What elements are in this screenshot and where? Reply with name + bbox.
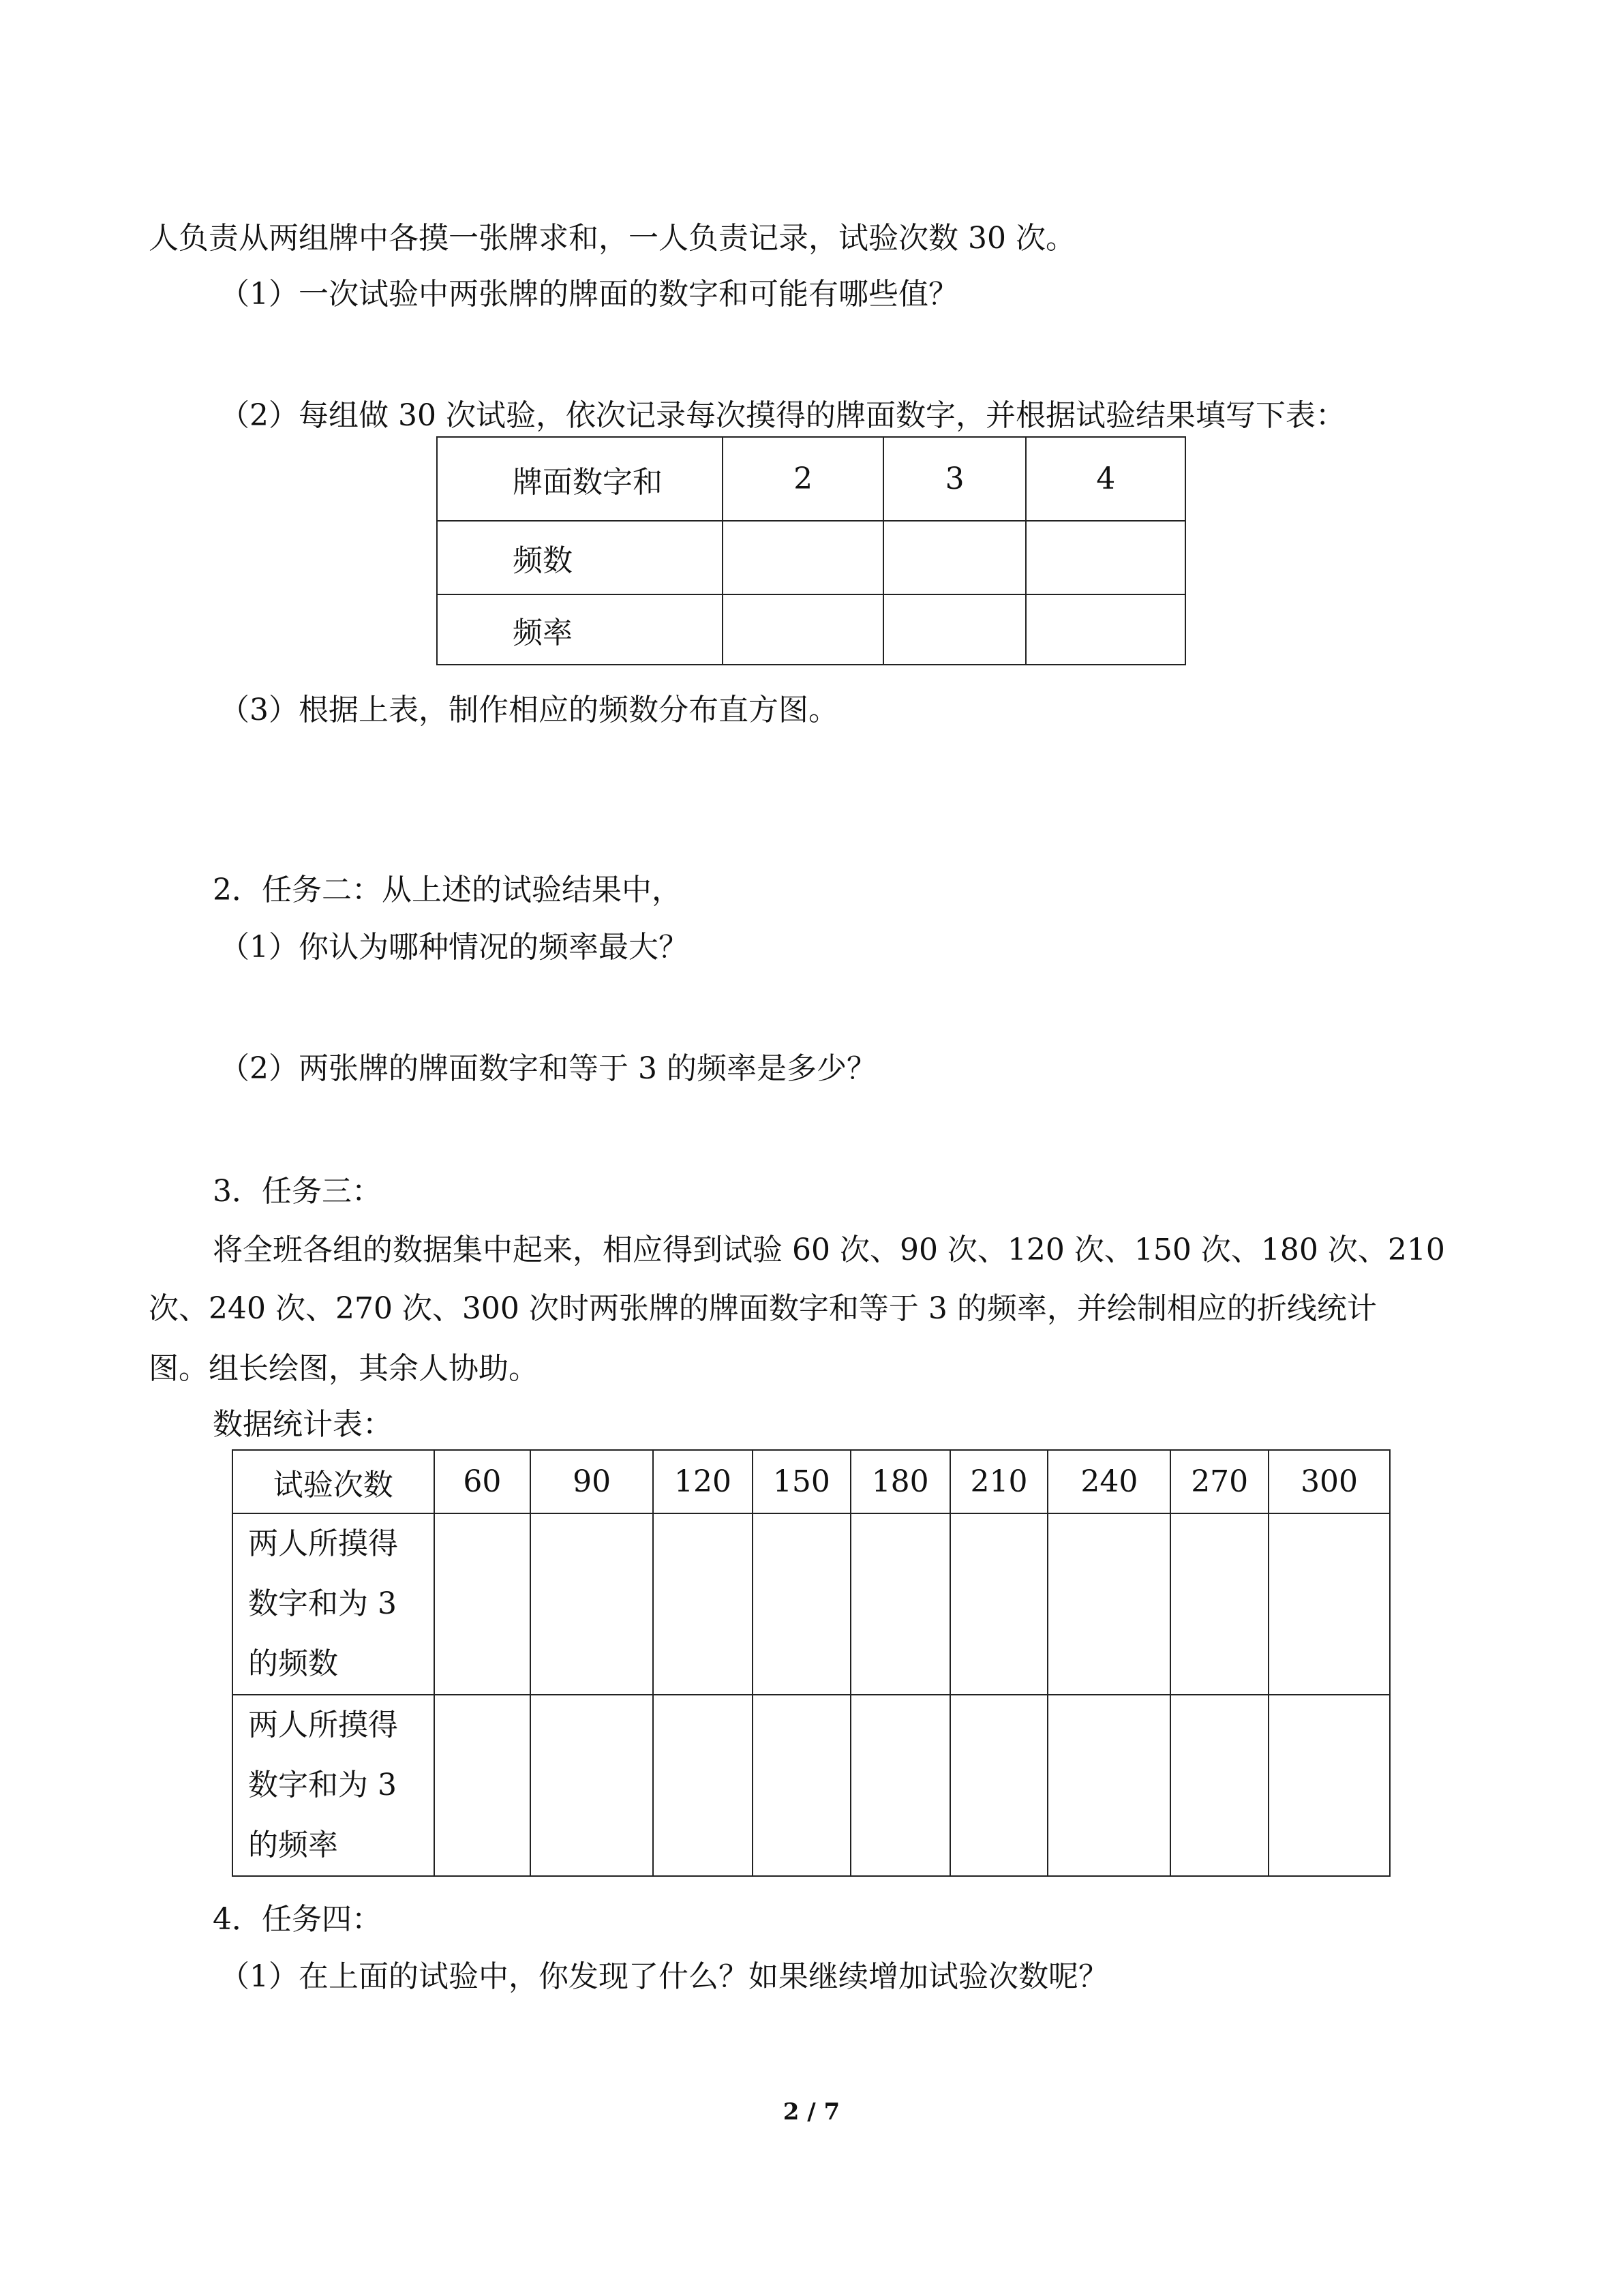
input-cell[interactable] (851, 1513, 950, 1695)
task4-question-1: （1）在上面的试验中，你发现了什么？如果继续增加试验次数呢？ (219, 1959, 1108, 1994)
header-cell-150: 150 (753, 1450, 851, 1513)
input-cell[interactable] (530, 1695, 653, 1876)
header-cell-300: 300 (1269, 1450, 1390, 1513)
input-cell[interactable] (883, 521, 1027, 594)
task1-question-2: （2）每组做 30 次试验，依次记录每次摸得的牌面数字，并根据试验结果填写下表： (219, 398, 1346, 433)
input-cell[interactable] (530, 1513, 653, 1695)
header-cell-240: 240 (1048, 1450, 1170, 1513)
task1-question-3: （3）根据上表，制作相应的频数分布直方图。 (219, 693, 838, 727)
sum-frequency-table (436, 436, 1186, 665)
task3-paragraph-line-1: 将全班各组的数据集中起来，相应得到试验 60 次、90 次、120 次、150 次、180 次、210 (213, 1233, 1445, 1267)
input-cell[interactable] (434, 1513, 531, 1695)
row-label-frequency-count: 频数 (437, 521, 723, 594)
task2-question-1: （1）你认为哪种情况的频率最大？ (219, 930, 688, 965)
header-cell-trials: 试验次数 (232, 1450, 434, 1513)
task2-question-2: （2）两张牌的牌面数字和等于 3 的频率是多少？ (219, 1051, 877, 1086)
input-cell[interactable] (1048, 1695, 1170, 1876)
input-cell[interactable] (1026, 521, 1185, 594)
header-cell-120: 120 (653, 1450, 753, 1513)
row-label-line: 的频数 (248, 1646, 338, 1681)
input-cell[interactable] (723, 521, 883, 594)
header-cell-210: 210 (950, 1450, 1048, 1513)
input-cell[interactable] (1269, 1513, 1390, 1695)
header-cell-90: 90 (530, 1450, 653, 1513)
task4-title: 4．任务四： (213, 1902, 382, 1937)
data-statistics-table (232, 1449, 1391, 1877)
row-label-line: 数字和为 3 (248, 1586, 397, 1621)
row-label-line: 数字和为 3 (248, 1768, 397, 1802)
input-cell[interactable] (1026, 594, 1185, 665)
row-label-line: 两人所摸得 (248, 1708, 398, 1742)
task3-table-caption: 数据统计表： (213, 1407, 393, 1442)
header-cell-60: 60 (434, 1450, 531, 1513)
header-cell-2: 2 (723, 437, 883, 521)
row-label-sum3-count (232, 1513, 434, 1695)
task3-paragraph-line-3: 图。组长绘图，其余人协助。 (149, 1351, 539, 1386)
input-cell[interactable] (950, 1695, 1048, 1876)
input-cell[interactable] (1170, 1695, 1269, 1876)
header-cell-4: 4 (1026, 437, 1185, 521)
task2-title: 2．任务二：从上述的试验结果中， (213, 873, 682, 907)
row-label-line: 两人所摸得 (248, 1526, 398, 1561)
input-cell[interactable] (851, 1695, 950, 1876)
input-cell[interactable] (723, 594, 883, 665)
input-cell[interactable] (753, 1695, 851, 1876)
input-cell[interactable] (653, 1513, 753, 1695)
page-number: 2 / 7 (783, 2098, 840, 2126)
task3-paragraph-line-2: 次、240 次、270 次、300 次时两张牌的牌面数字和等于 3 的频率，并绘制相应的折线统计 (149, 1291, 1377, 1326)
input-cell[interactable] (753, 1513, 851, 1695)
header-cell-3: 3 (883, 437, 1027, 521)
header-cell-270: 270 (1170, 1450, 1269, 1513)
input-cell[interactable] (434, 1695, 531, 1876)
task1-question-1: （1）一次试验中两张牌的牌面的数字和可能有哪些值？ (219, 277, 958, 312)
row-label-frequency-rate: 频率 (437, 594, 723, 665)
input-cell[interactable] (1048, 1513, 1170, 1695)
header-cell-sum: 牌面数字和 (437, 437, 723, 521)
input-cell[interactable] (1269, 1695, 1390, 1876)
header-cell-180: 180 (851, 1450, 950, 1513)
input-cell[interactable] (1170, 1513, 1269, 1695)
input-cell[interactable] (653, 1695, 753, 1876)
row-label-line: 的频率 (248, 1828, 338, 1862)
row-label-sum3-rate (232, 1695, 434, 1876)
intro-line: 人负责从两组牌中各摸一张牌求和，一人负责记录，试验次数 30 次。 (149, 221, 1076, 256)
task3-title: 3．任务三： (213, 1174, 382, 1209)
input-cell[interactable] (950, 1513, 1048, 1695)
input-cell[interactable] (883, 594, 1027, 665)
